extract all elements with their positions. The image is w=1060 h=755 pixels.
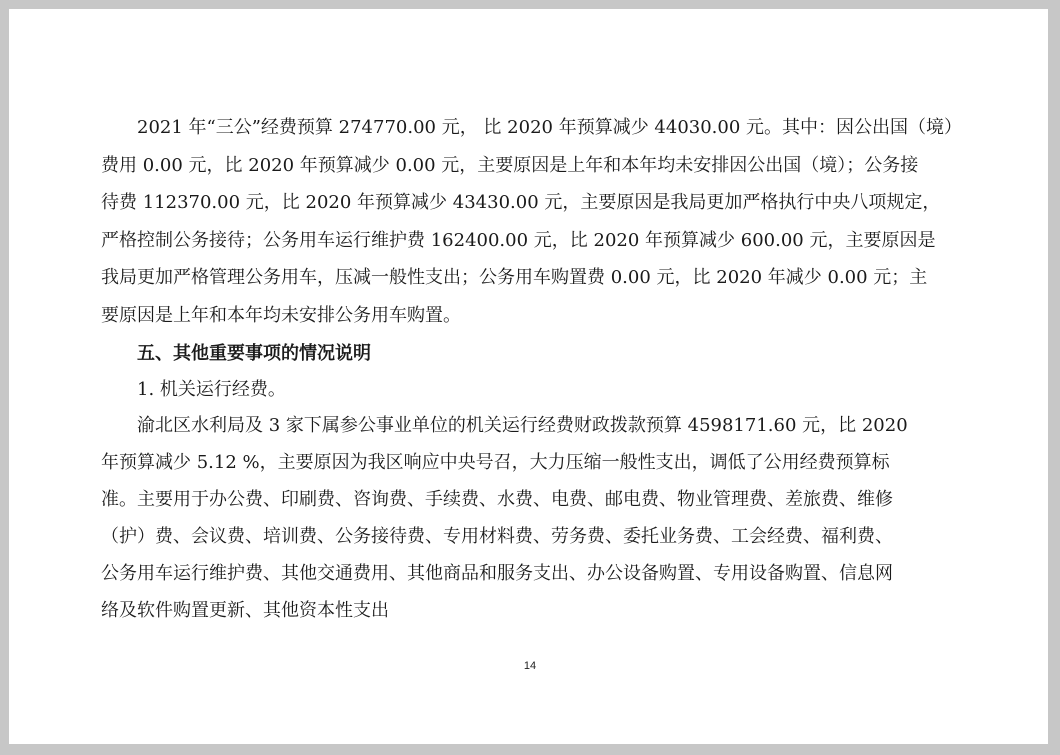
subsection-heading: 1. 机关运行经费。 bbox=[101, 379, 286, 400]
paragraph-1-line-2: 费用 0.00 元，比 2020 年预算减少 0.00 元，主要原因是上年和本年均未安排因公出国（境）；公务接 bbox=[101, 155, 919, 176]
paragraph-2-line-3: 准。主要用于办公费、印刷费、咨询费、手续费、水费、电费、邮电费、物业管理费、差旅费、维修 bbox=[101, 489, 893, 510]
page-number: 14 bbox=[523, 660, 537, 672]
paragraph-2-line-1: 渝北区水利局及 3 家下属参公事业单位的机关运行经费财政拨款预算 4598171.60 元，比 2020 bbox=[101, 415, 908, 436]
paragraph-2-line-5: 公务用车运行维护费、其他交通费用、其他商品和服务支出、办公设备购置、专用设备购置、信息网 bbox=[101, 563, 893, 584]
document-page bbox=[9, 9, 1048, 744]
paragraph-2-line-4: （护）费、会议费、培训费、公务接待费、专用材料费、劳务费、委托业务费、工会经费、福利费、 bbox=[101, 526, 893, 547]
paragraph-2-line-6: 络及软件购置更新、其他资本性支出 bbox=[101, 600, 389, 621]
paragraph-1-line-6: 要原因是上年和本年均未安排公务用车购置。 bbox=[101, 305, 461, 326]
paragraph-2-line-2: 年预算减少 5.12 %，主要原因为我区响应中央号召，大力压缩一般性支出，调低了公用经费预算标 bbox=[101, 452, 890, 473]
paragraph-1-line-3: 待费 112370.00 元，比 2020 年预算减少 43430.00 元，主要原因是我局更加严格执行中央八项规定， bbox=[101, 192, 941, 213]
paragraph-1-line-4: 严格控制公务接待；公务用车运行维护费 162400.00 元，比 2020 年预算减少 600.00 元，主要原因是 bbox=[101, 230, 936, 251]
section-heading: 五、其他重要事项的情况说明 bbox=[101, 343, 371, 364]
paragraph-1-line-5: 我局更加严格管理公务用车，压减一般性支出；公务用车购置费 0.00 元，比 2020 年减少 0.00 元；主 bbox=[101, 267, 928, 288]
paragraph-1-line-1: 2021 年“三公”经费预算 274770.00 元， 比 2020 年预算减少 44030.00 元。其中：因公出国（境） bbox=[101, 117, 963, 138]
